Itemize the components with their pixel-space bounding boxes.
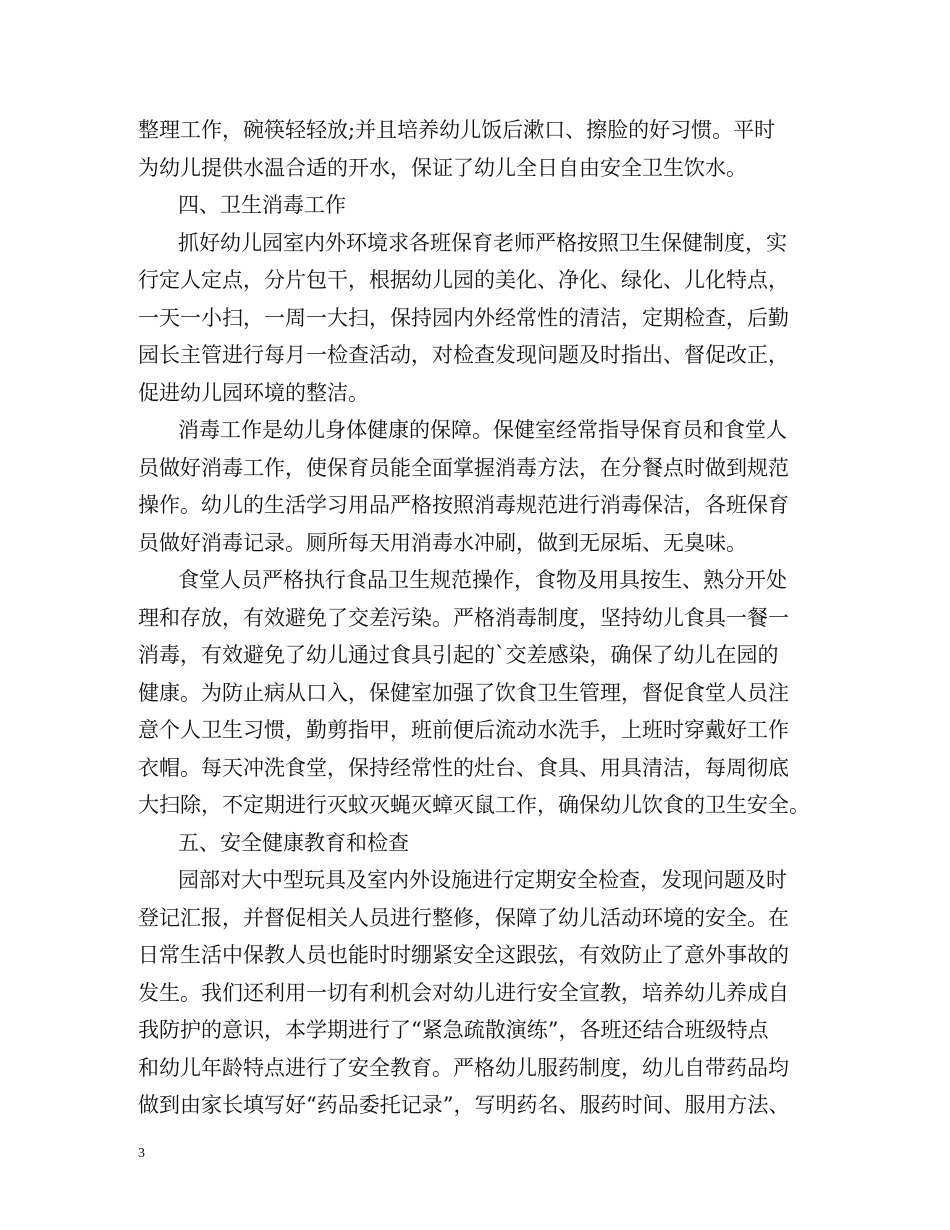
text-line: 做到由家长填写好“药品委托记录”，写明药名、服药时间、服用方法、 [138,1093,790,1117]
text-line: 行定人定点，分片包干，根据幼儿园的美化、净化、绿化、儿化特点， [138,268,789,292]
text-line: 意个人卫生习惯，勤剪指甲，班前便后流动水洗手，上班时穿戴好工作 [138,718,789,742]
text-line: 消毒，有效避免了幼儿通过食具引起的`交差感染，确保了幼儿在园的 [138,643,779,667]
text-line: 员做好消毒记录。厕所每天用消毒水冲刷，做到无尿垢、无臭味。 [138,530,747,555]
text-line: 大扫除，不定期进行灭蚊灭蝇灭蟑灭鼠工作，确保幼儿饮食的卫生安全。 [138,793,810,817]
text-line: 整理工作，碗筷轻轻放;并且培养幼儿饭后漱口、擦脸的好习惯。平时 [138,118,776,142]
text-line: 消毒工作是幼儿身体健康的保障。保健室经常指导保育员和食堂人 [178,418,787,442]
document-body [138,112,828,1125]
text-line: 日常生活中保教人员也能时时绷紧安全这跟弦，有效防止了意外事故的 [138,943,789,967]
text-line: 一天一小扫，一周一大扫，保持园内外经常性的清洁，定期检查，后勤 [138,305,789,330]
text-line: 园长主管进行每月一检查活动，对检查发现问题及时指出、督促改正， [138,343,789,367]
section-heading: 五、安全健康教育和检查 [178,830,409,855]
text-line: 员做好消毒工作，使保育员能全面掌握消毒方法，在分餐点时做到规范 [138,455,789,480]
text-line: 衣帽。每天冲洗食堂，保持经常性的灶台、食具、用具清洁，每周彻底 [138,755,789,780]
text-line: 园部对大中型玩具及室内外设施进行定期安全检查，发现问题及时 [178,868,787,892]
page-number: 3 [138,1146,145,1161]
text-line: 健康。为防止病从口入，保健室加强了饮食卫生管理，督促食堂人员注 [138,680,789,705]
section-heading: 四、卫生消毒工作 [178,193,346,217]
text-line: 促进幼儿园环境的整洁。 [138,380,369,405]
text-line: 发生。我们还利用一切有利机会对幼儿进行安全宣教，培养幼儿养成自 [138,980,789,1005]
text-line: 食堂人员严格执行食品卫生规范操作，食物及用具按生、熟分开处 [178,568,787,592]
text-line: 登记汇报，并督促相关人员进行整修，保障了幼儿活动环境的安全。在 [138,905,789,930]
text-line: 为幼儿提供水温合适的开水，保证了幼儿全日自由安全卫生饮水。 [138,155,747,180]
text-line: 抓好幼儿园室内外环境求各班保育老师严格按照卫生保健制度，实 [178,230,787,255]
text-line: 和幼儿年龄特点进行了安全教育。严格幼儿服药制度，幼儿自带药品均 [138,1055,789,1080]
text-line: 操作。幼儿的生活学习用品严格按照消毒规范进行消毒保洁，各班保育 [138,493,789,517]
text-line: 理和存放，有效避免了交差污染。严格消毒制度，坚持幼儿食具一餐一 [138,605,789,630]
text-line: 我防护的意识，本学期进行了“紧急疏散演练”，各班还结合班级特点 [138,1018,769,1042]
